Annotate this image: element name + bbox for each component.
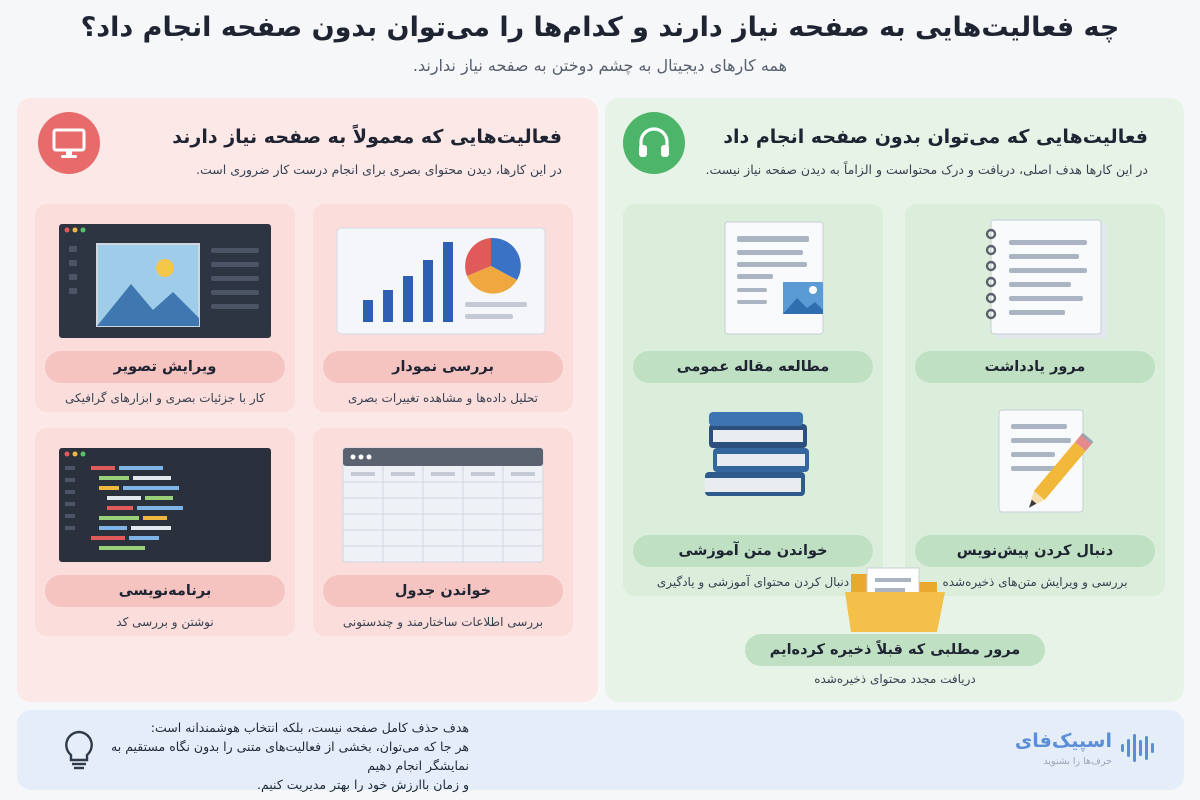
activity-label: ویرایش تصویر [45, 351, 285, 383]
brand-logo[interactable] [986, 730, 1156, 770]
activity-description: نوشتن و بررسی کد [116, 615, 214, 629]
activity-description: دریافت مجدد محتوای ذخیره‌شده [814, 672, 976, 686]
activity-label: خواندن جدول [323, 575, 563, 607]
books-illustration [643, 402, 863, 524]
activity-description: بررسی و ویرایش متن‌های ذخیره‌شده [942, 575, 1128, 589]
activity-card-table[interactable] [313, 428, 573, 636]
brand-tagline: حرف‌ها را بشنوید [1043, 756, 1112, 767]
page-subtitle: همه کارهای دیجیتال به چشم دوختن به صفحه نیاز ندارند. [412, 56, 788, 75]
activity-card-coding[interactable] [35, 428, 295, 636]
activity-description: دنبال کردن محتوای آموزشی و یادگیری [656, 575, 850, 589]
headphones-icon [623, 112, 685, 174]
activity-label: مطالعه مقاله عمومی [633, 351, 873, 383]
screen-panel [17, 98, 598, 702]
footer-text [89, 718, 469, 794]
footer-line: هر جا که می‌توان، بخشی از فعالیت‌های متنی را بدون نگاه مستقیم به نمایشگر انجام دهیم [111, 739, 469, 773]
sound-wave-icon [1120, 734, 1156, 762]
no-screen-panel [605, 98, 1184, 702]
folder-illustration [841, 566, 949, 636]
draft-pencil-illustration [925, 402, 1145, 524]
monitor-icon [38, 112, 100, 174]
activity-card-article[interactable] [623, 204, 883, 412]
page-title: چه فعالیت‌هایی به صفحه نیاز دارند و کدام‌ها را می‌توان بدون صفحه انجام داد؟ [80, 12, 1120, 43]
code-editor-illustration [55, 442, 275, 564]
screen-panel-title: فعالیت‌هایی که معمولاً به صفحه نیاز دارند [172, 126, 562, 148]
activity-label: برنامه‌نویسی [45, 575, 285, 607]
activity-label: مرور یادداشت [915, 351, 1155, 383]
footer-line: هدف حذف کامل صفحه نیست، بلکه انتخاب هوشمندانه است: [150, 720, 469, 735]
activity-label: مرور مطلبی که قبلاً ذخیره کرده‌ایم [745, 634, 1045, 666]
activity-description: تحلیل داده‌ها و مشاهده تغییرات بصری [347, 391, 538, 405]
footer-note [17, 710, 1184, 790]
activity-label: خواندن متن آموزشی [633, 535, 873, 567]
activity-label: دنبال کردن پیش‌نویس [915, 535, 1155, 567]
image-editor-illustration [55, 218, 275, 340]
activity-description: بررسی اطلاعات ساختارمند و چندستونی [342, 615, 544, 629]
article-illustration [643, 218, 863, 340]
footer-line: و زمان باارزش خود را بهتر مدیریت کنیم. [256, 777, 469, 792]
notebook-illustration [925, 218, 1145, 340]
activity-label: بررسی نمودار [323, 351, 563, 383]
chart-illustration [333, 218, 553, 340]
table-illustration [333, 442, 553, 564]
activity-description: کار با جزئیات بصری و ابزارهای گرافیکی [64, 391, 265, 405]
no-screen-panel-description: در این کارها هدف اصلی، دریافت و درک محتواست و الزاماً به دیدن صفحه نیاز نیست. [705, 162, 1148, 177]
activity-card-notes[interactable] [905, 204, 1165, 412]
activity-card-chart[interactable] [313, 204, 573, 412]
screen-panel-description: در این کارها، دیدن محتوای بصری برای انجام درست کار ضروری است. [196, 162, 562, 177]
brand-name: اسپیک‌فای [1014, 730, 1112, 752]
no-screen-panel-title: فعالیت‌هایی که می‌توان بدون صفحه انجام داد [723, 126, 1148, 148]
activity-card-saved[interactable] [745, 564, 1045, 694]
activity-card-image-editor[interactable] [35, 204, 295, 412]
